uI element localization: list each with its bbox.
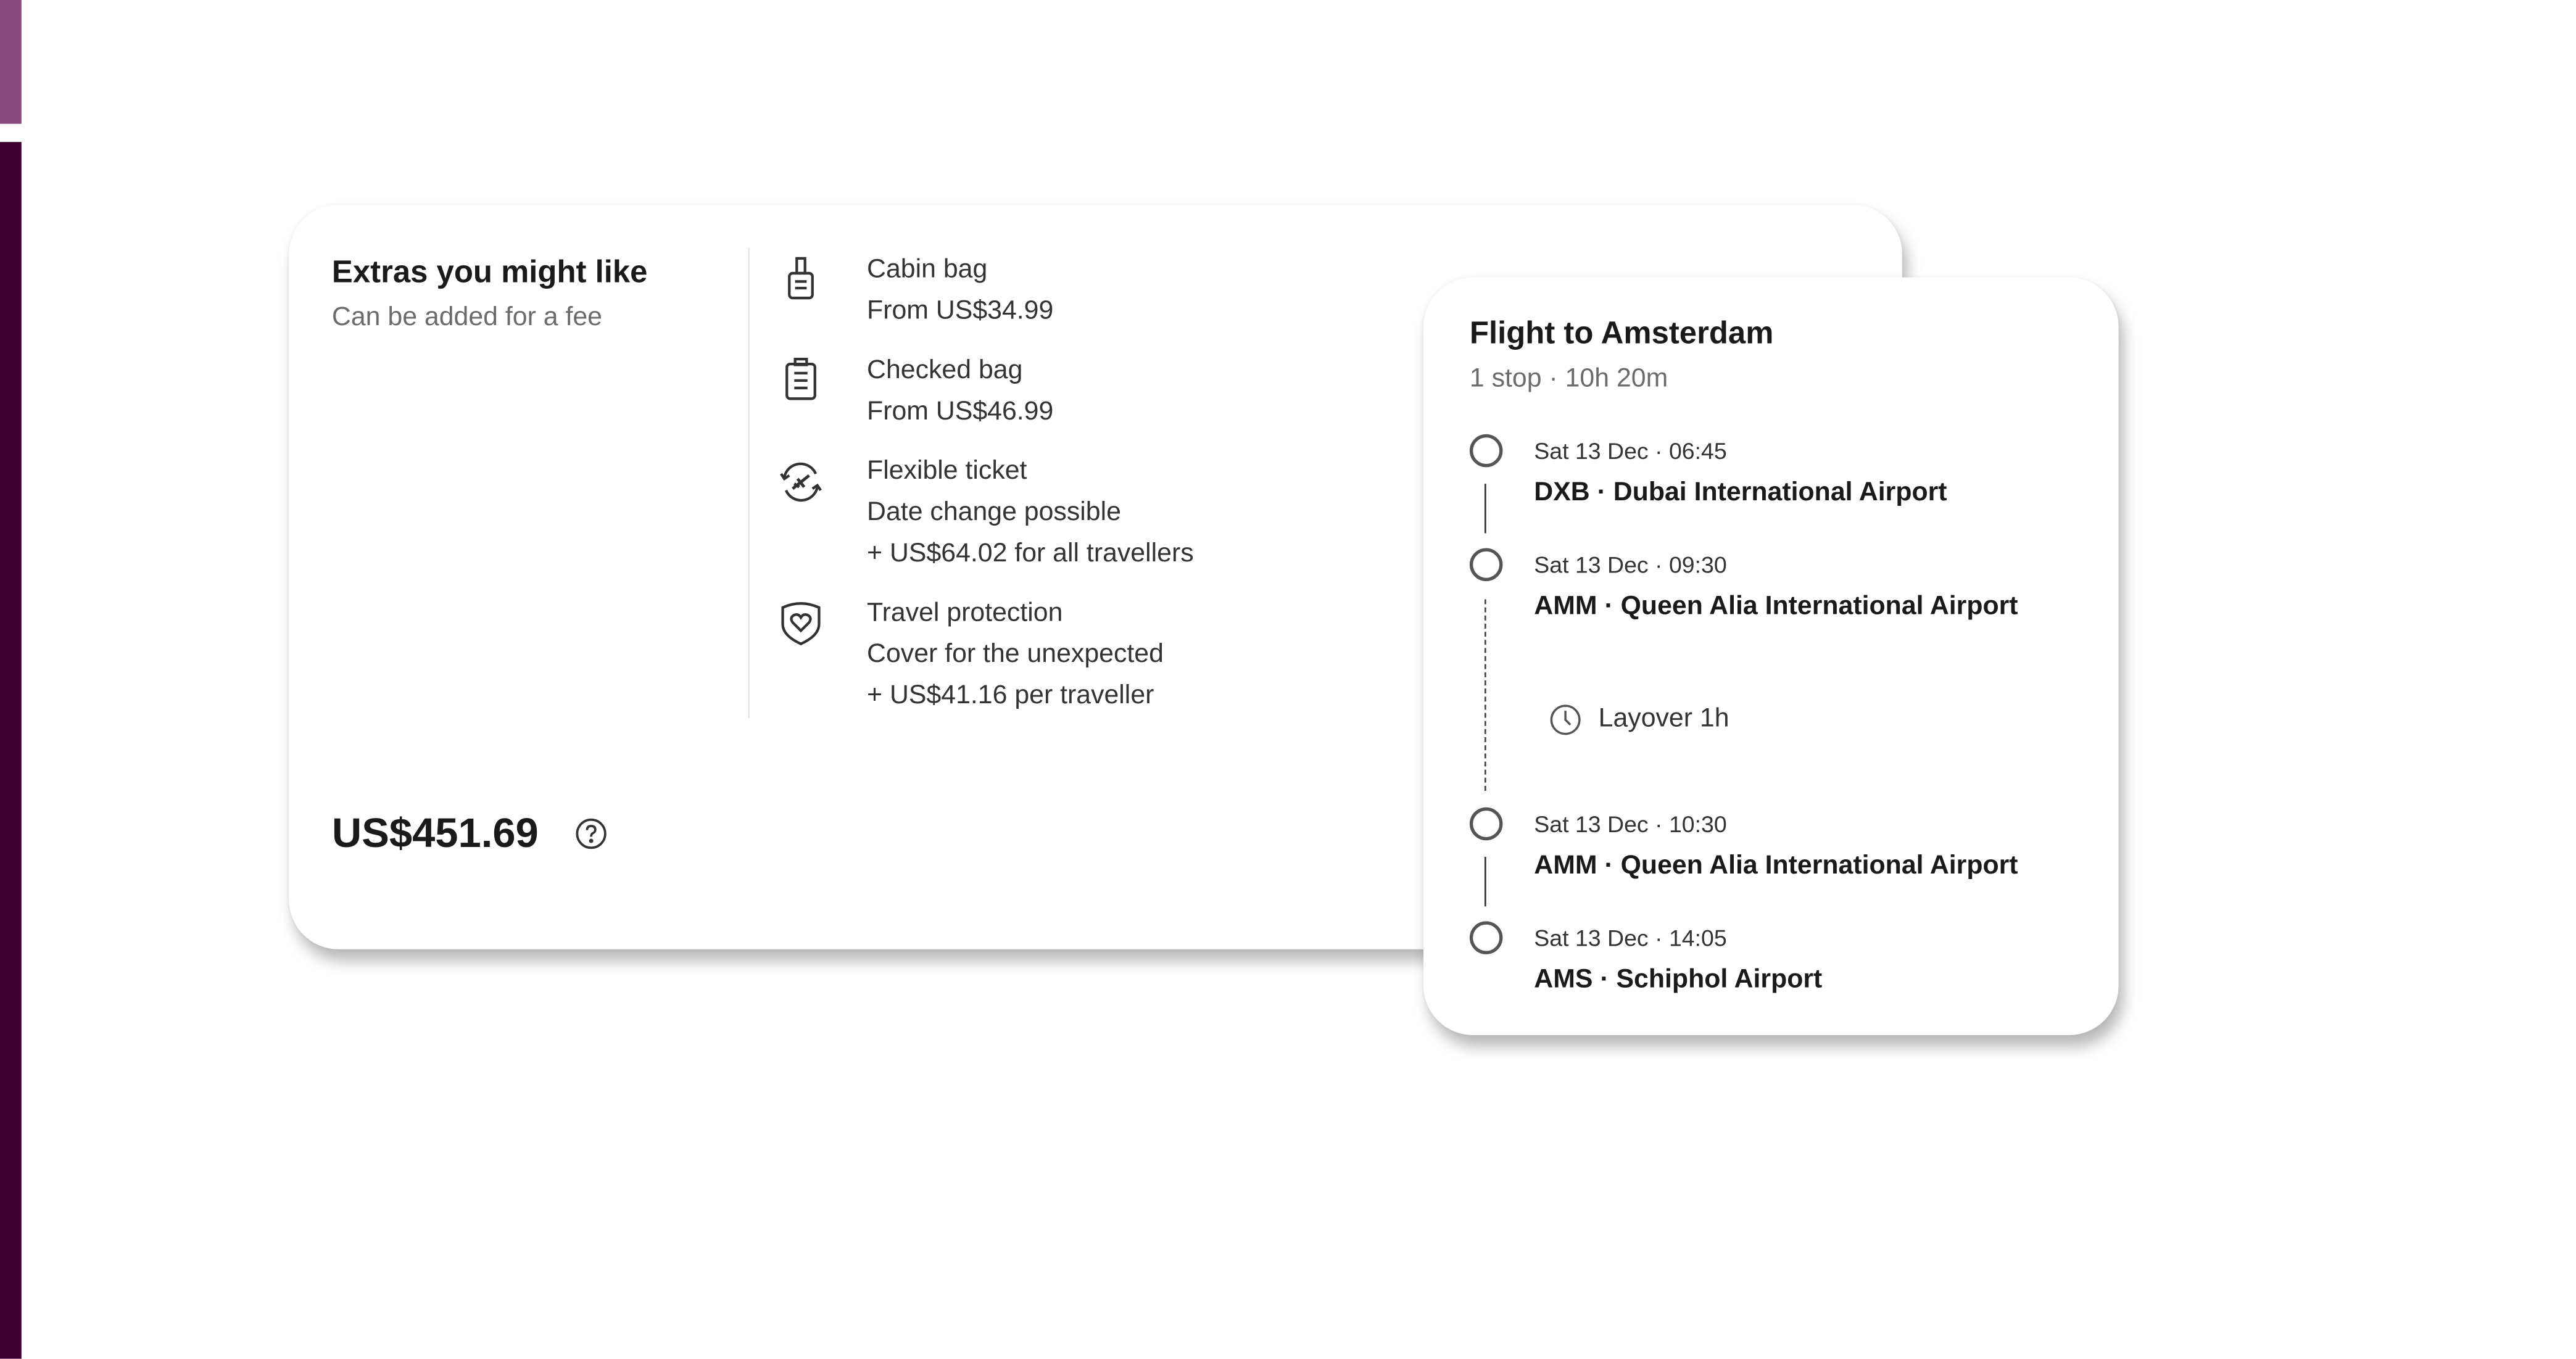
travel-protection-icon: [778, 599, 824, 645]
extra-item-title: Travel protection: [867, 599, 1063, 627]
extra-item-detail: From US$46.99: [867, 397, 1054, 426]
side-accent-bar: [0, 142, 22, 1358]
stop-circle-icon: [1470, 808, 1503, 841]
stop-airport: AMM · Queen Alia International Airport: [1534, 851, 2018, 880]
stop-datetime: Sat 13 Dec · 06:45: [1534, 437, 1727, 465]
stop-circle-icon: [1470, 434, 1503, 468]
extra-item-detail: Cover for the unexpected: [867, 640, 1164, 669]
extra-item-title: Cabin bag: [867, 255, 988, 284]
extra-item-detail: Date change possible: [867, 498, 1121, 527]
stop-airport: DXB · Dubai International Airport: [1534, 479, 1947, 507]
stop-datetime: Sat 13 Dec · 14:05: [1534, 924, 1727, 951]
checked-bag-icon: [778, 357, 824, 403]
extras-subtitle: Can be added for a fee: [331, 304, 603, 332]
layover-duration: Layover 1h: [1598, 704, 1729, 733]
stop-airport: AMS · Schiphol Airport: [1534, 965, 1823, 994]
flight-details-card: [1423, 278, 2119, 1035]
flight-summary: 1 stop · 10h 20m: [1469, 365, 1668, 393]
side-accent-bar-top: [0, 0, 22, 124]
extras-title: Extras you might like: [331, 255, 648, 291]
flexible-ticket-icon: [778, 459, 824, 505]
total-price: US$451.69: [331, 811, 539, 857]
extra-item-price: + US$41.16 per traveller: [867, 682, 1154, 710]
clock-icon: [1549, 703, 1582, 737]
segment-line: [1485, 857, 1486, 906]
extra-item-travel-protection[interactable]: [867, 593, 1164, 717]
extra-item-title: Flexible ticket: [867, 457, 1027, 485]
extra-item-flexible-ticket[interactable]: [867, 451, 1194, 575]
stop-circle-icon: [1470, 548, 1503, 582]
stop-datetime: Sat 13 Dec · 09:30: [1534, 551, 1727, 578]
extra-item-title: Checked bag: [867, 357, 1023, 385]
stop-airport: AMM · Queen Alia International Airport: [1534, 592, 2018, 621]
divider: [748, 247, 750, 718]
extra-item-checked-bag[interactable]: [867, 350, 1053, 432]
question-circle-icon[interactable]: [574, 817, 608, 851]
extra-item-detail: From US$34.99: [867, 297, 1054, 326]
extra-item-cabin-bag[interactable]: [867, 249, 1053, 332]
extra-item-price: + US$64.02 for all travellers: [867, 540, 1194, 568]
flight-title: Flight to Amsterdam: [1469, 316, 1774, 352]
cabin-bag-icon: [778, 256, 824, 302]
layover-line: [1485, 599, 1486, 790]
segment-line: [1485, 484, 1486, 533]
stop-circle-icon: [1470, 921, 1503, 954]
stop-datetime: Sat 13 Dec · 10:30: [1534, 811, 1727, 837]
